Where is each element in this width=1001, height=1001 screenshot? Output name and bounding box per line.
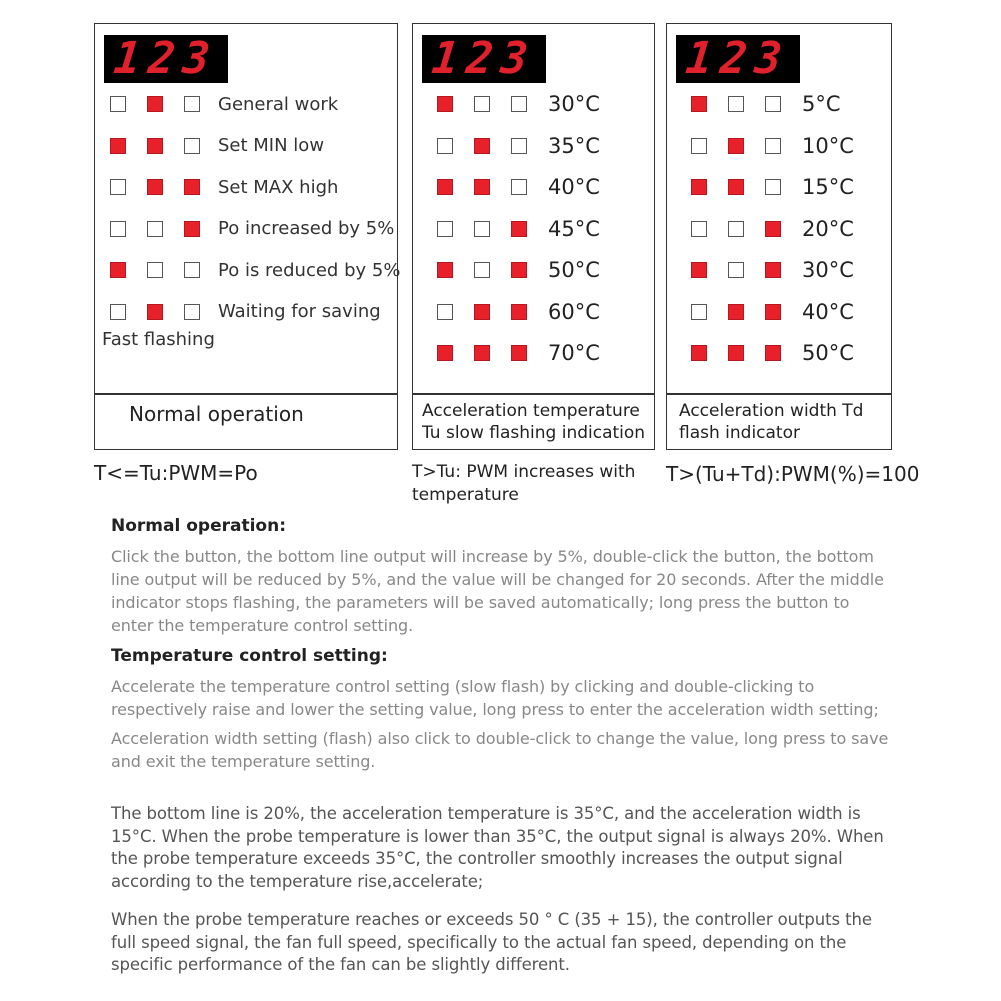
indicator-row <box>691 258 854 282</box>
led-indicator-1-on <box>437 96 453 112</box>
led-indicator-2-off <box>474 221 490 237</box>
led-indicator-1-off <box>691 304 707 320</box>
led-indicator-2-off <box>147 221 163 237</box>
led-indicator-2-on <box>147 96 163 112</box>
panel-footer-line1: Acceleration width Td <box>679 401 864 421</box>
led-indicator-3-on <box>511 221 527 237</box>
formula-line2: temperature <box>412 485 519 505</box>
indicator-label: 60°C <box>548 299 600 324</box>
indicator-label: 5°C <box>802 92 841 116</box>
formula-line1: T>Tu: PWM increases with <box>412 462 636 482</box>
led-indicator-1-off <box>110 179 126 195</box>
indicator-row <box>437 300 600 324</box>
indicator-label: 15°C <box>802 175 854 199</box>
led-indicator-2-off <box>728 96 744 112</box>
indicator-row <box>437 175 600 199</box>
led-indicator-3-off <box>184 138 200 154</box>
led-indicator-2-off <box>147 262 163 278</box>
led-indicator-1-off <box>110 304 126 320</box>
led-indicator-3-on <box>184 221 200 237</box>
led-indicator-1-on <box>691 345 707 361</box>
led-indicator-3-on <box>511 304 527 320</box>
led-display <box>676 35 800 83</box>
led-indicator-1-off <box>691 221 707 237</box>
indicator-row <box>691 175 854 199</box>
indicator-label: 30°C <box>802 258 854 282</box>
indicator-label: 40°C <box>548 175 600 199</box>
indicator-row <box>110 300 381 324</box>
led-indicator-1-off <box>110 221 126 237</box>
display-digits: 123 <box>111 33 221 84</box>
led-indicator-2-on <box>147 304 163 320</box>
led-indicator-3-on <box>765 262 781 278</box>
indicator-row <box>437 134 600 158</box>
heading-normal-operation: Normal operation: <box>111 516 286 536</box>
indicator-row <box>691 134 854 158</box>
indicator-row <box>437 258 600 282</box>
led-indicator-1-on <box>110 262 126 278</box>
indicator-row <box>691 92 841 116</box>
indicator-label: Set MIN low <box>218 135 325 156</box>
led-indicator-3-off <box>765 96 781 112</box>
indicator-label: 50°C <box>802 341 854 365</box>
indicator-label: 50°C <box>548 258 600 282</box>
led-indicator-1-on <box>437 262 453 278</box>
led-indicator-2-off <box>474 262 490 278</box>
indicator-label: 70°C <box>548 341 600 365</box>
display-digits: 123 <box>429 33 539 84</box>
indicator-row <box>691 300 854 324</box>
led-indicator-1-on <box>691 179 707 195</box>
led-indicator-2-on <box>474 179 490 195</box>
indicator-row <box>691 341 854 365</box>
indicator-label: Waiting for saving <box>218 301 381 322</box>
led-indicator-1-off <box>437 138 453 154</box>
led-indicator-3-on <box>511 262 527 278</box>
led-indicator-2-off <box>474 96 490 112</box>
paragraph-normal-operation: Click the button, the bottom line output will increase by 5%, double-click the button, the bottom line output will be reduced by 5%, and the value will be changed for 20 seconds. After the middle indicator stops flashing, the parameters will be saved automatically; long press the button to enter the temperature control setting. <box>111 547 884 635</box>
indicator-label: 30°C <box>548 92 600 116</box>
led-indicator-2-on <box>728 179 744 195</box>
indicator-row <box>437 92 600 116</box>
indicator-row <box>110 134 324 158</box>
led-indicator-3-on <box>765 304 781 320</box>
paragraph-full-speed: When the probe temperature reaches or exceeds 50 ° C (35 + 15), the controller outputs the full speed signal, the fan full speed, specifically to the actual fan speed, depending on the specific performance of the fan can be slightly different. <box>111 910 872 974</box>
led-indicator-2-on <box>147 138 163 154</box>
led-indicator-3-off <box>184 304 200 320</box>
indicator-row <box>110 92 338 116</box>
paragraph-example: The bottom line is 20%, the acceleration temperature is 35°C, and the acceleration width is 15°C. When the probe temperature is lower than 35°C, the output signal is always 20%. When the probe temperature exceeds 35°C, the controller smoothly increases the output signal according to the temperature rise,accelerate; <box>111 804 884 891</box>
led-indicator-3-off <box>765 179 781 195</box>
led-indicator-1-off <box>691 138 707 154</box>
panel-footer-line2: Tu slow flashing indication <box>422 423 646 443</box>
fast-flashing-note: Fast flashing <box>102 329 215 350</box>
indicator-row <box>110 258 400 282</box>
led-indicator-2-on <box>728 345 744 361</box>
led-indicator-3-off <box>765 138 781 154</box>
led-indicator-1-on <box>691 96 707 112</box>
led-indicator-2-on <box>147 179 163 195</box>
led-indicator-3-on <box>511 345 527 361</box>
led-indicator-1-off <box>110 96 126 112</box>
led-indicator-1-on <box>110 138 126 154</box>
led-indicator-2-on <box>474 304 490 320</box>
display-digits: 123 <box>683 33 793 84</box>
formula-full-speed: T>(Tu+Td):PWM(%)=100 <box>666 462 920 486</box>
indicator-label: 20°C <box>802 216 854 241</box>
led-display <box>422 35 546 83</box>
indicator-label: Po increased by 5% <box>218 218 395 239</box>
led-indicator-3-off <box>511 179 527 195</box>
led-indicator-1-off <box>437 304 453 320</box>
paragraph-acceleration-width: Acceleration width setting (flash) also click to double-click to change the value, long press to save and exit the temperature setting. <box>111 729 889 771</box>
indicator-row <box>110 175 338 199</box>
formula-normal: T<=Tu:PWM=Po <box>94 461 258 485</box>
paragraph-temperature-control: Accelerate the temperature control setting (slow flash) by clicking and double-clicking to respectively raise and lower the setting value, long press to enter the acceleration width setting; <box>111 677 879 719</box>
led-indicator-2-on <box>474 138 490 154</box>
indicator-row <box>437 341 600 365</box>
led-indicator-3-off <box>184 262 200 278</box>
led-indicator-2-off <box>728 221 744 237</box>
panel-footer-line1: Acceleration temperature <box>422 401 640 421</box>
led-indicator-2-on <box>728 304 744 320</box>
led-indicator-3-off <box>511 96 527 112</box>
led-indicator-2-off <box>728 262 744 278</box>
indicator-row <box>437 217 600 241</box>
led-indicator-2-on <box>474 345 490 361</box>
led-indicator-3-off <box>184 96 200 112</box>
indicator-label: Set MAX high <box>218 176 339 198</box>
panel-footer-label: Normal operation <box>129 402 304 426</box>
led-indicator-1-off <box>437 221 453 237</box>
indicator-label: 40°C <box>802 299 854 324</box>
led-indicator-3-on <box>765 345 781 361</box>
indicator-label: General work <box>218 93 339 115</box>
heading-temperature-control: Temperature control setting: <box>111 646 388 666</box>
indicator-label: Po is reduced by 5% <box>218 259 401 281</box>
led-indicator-2-on <box>728 138 744 154</box>
led-indicator-3-on <box>184 179 200 195</box>
led-indicator-1-on <box>437 345 453 361</box>
led-display <box>104 35 228 83</box>
indicator-label: 35°C <box>548 133 600 158</box>
led-indicator-3-off <box>511 138 527 154</box>
indicator-row <box>691 217 854 241</box>
led-indicator-1-on <box>691 262 707 278</box>
led-indicator-1-on <box>437 179 453 195</box>
panel-footer-line2: flash indicator <box>679 423 800 443</box>
indicator-label: 10°C <box>802 133 854 158</box>
indicator-label: 45°C <box>548 216 600 241</box>
indicator-row <box>110 217 394 241</box>
led-indicator-3-on <box>765 221 781 237</box>
